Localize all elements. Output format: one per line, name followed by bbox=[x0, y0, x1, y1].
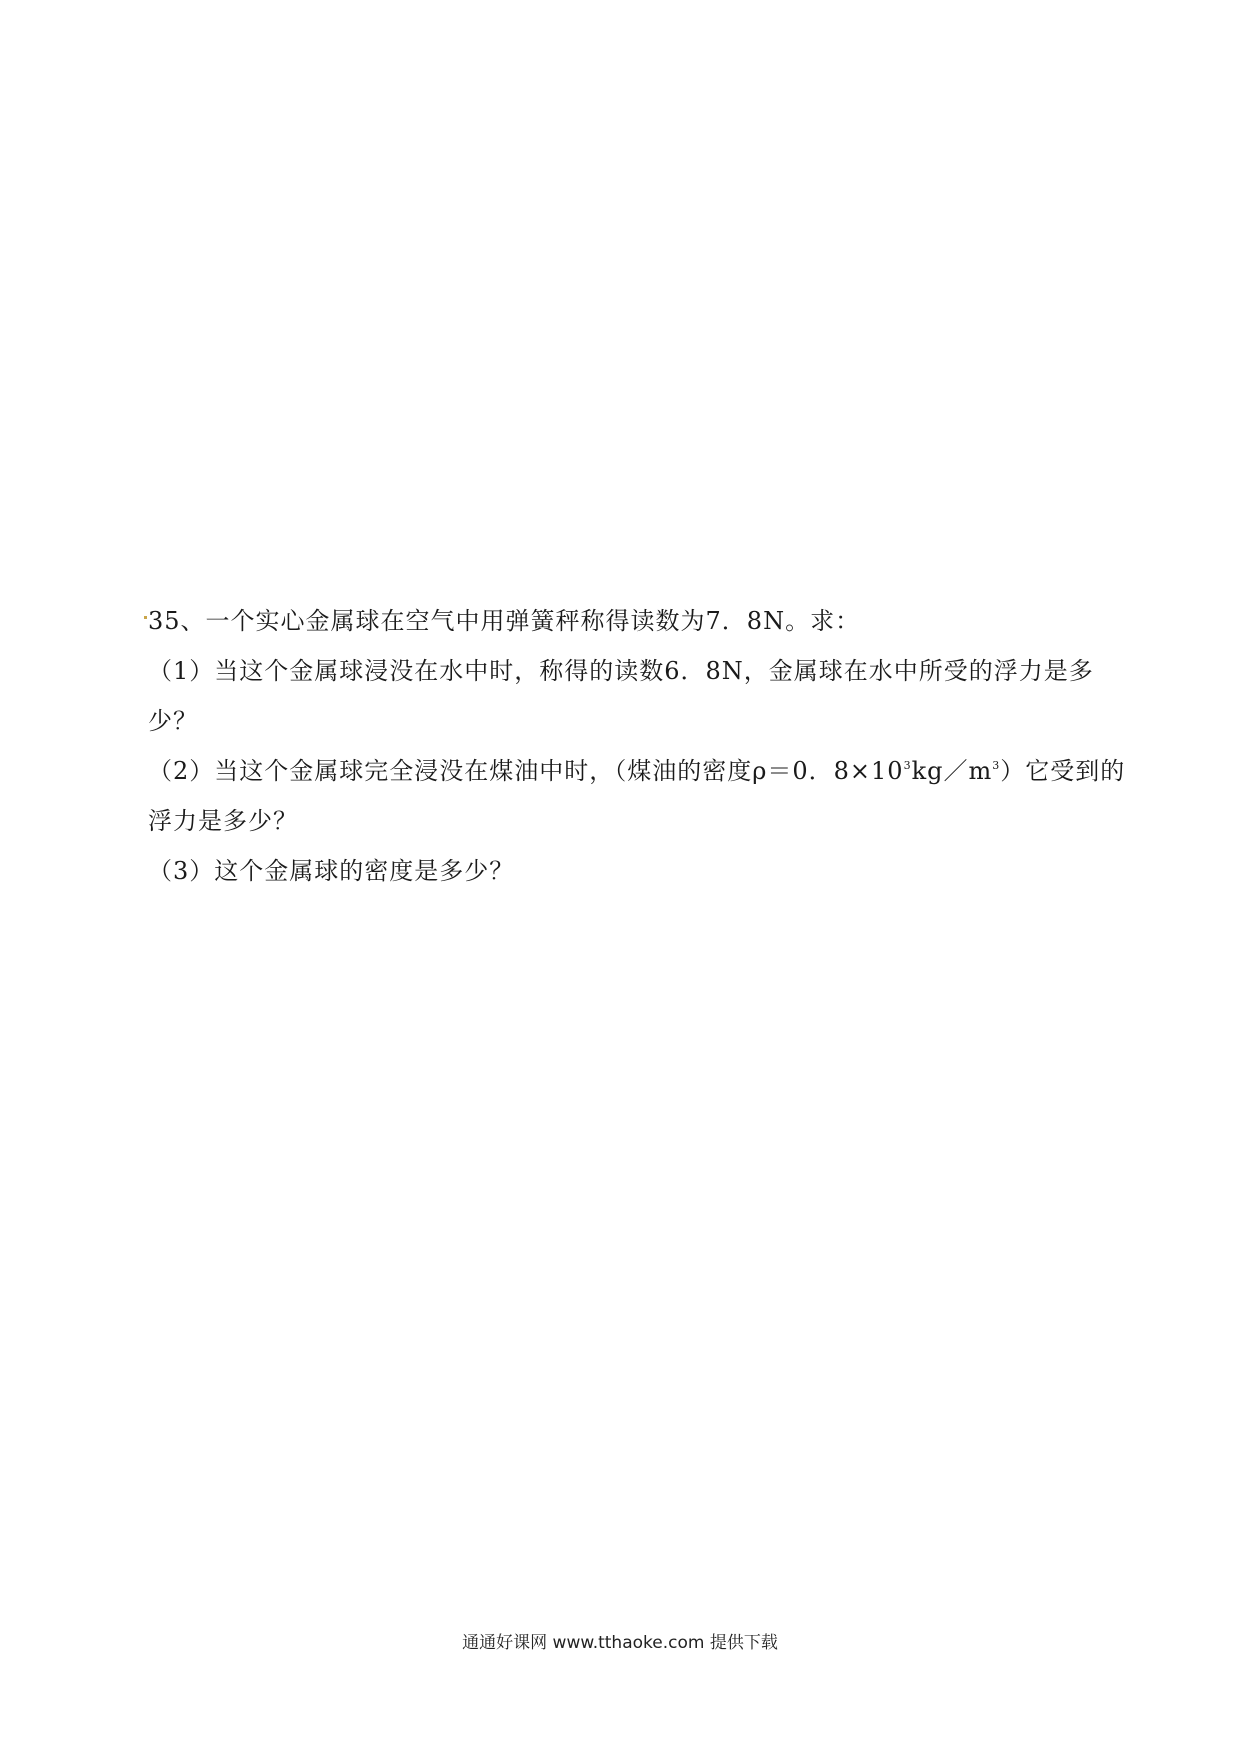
page-footer: 通通好课网 www.tthaoke.com 提供下载 bbox=[462, 1633, 778, 1653]
exponent-1: 3 bbox=[903, 759, 912, 772]
part-2-text-a: （2）当这个金属球完全浸没在煤油中时，（煤油的密度ρ＝0．8×10 bbox=[148, 757, 904, 785]
exponent-2: 3 bbox=[992, 759, 1001, 772]
corner-mark bbox=[144, 616, 147, 619]
part-2-text-b: kg／m bbox=[911, 757, 993, 785]
part-2-line-1 bbox=[148, 746, 1126, 796]
part-1-line-2: 少？ bbox=[148, 707, 198, 735]
part-2-line-2: 浮力是多少？ bbox=[148, 807, 298, 835]
part-1-line-1: （1）当这个金属球浸没在水中时，称得的读数6．8N，金属球在水中所受的浮力是多 bbox=[148, 657, 1094, 685]
part-2-text-c: ）它受到的 bbox=[1000, 757, 1126, 785]
part-3-line: （3）这个金属球的密度是多少？ bbox=[148, 857, 515, 885]
question-35 bbox=[148, 596, 1126, 896]
question-stem: 35、一个实心金属球在空气中用弹簧秤称得读数为7．8N。求： bbox=[148, 607, 861, 635]
